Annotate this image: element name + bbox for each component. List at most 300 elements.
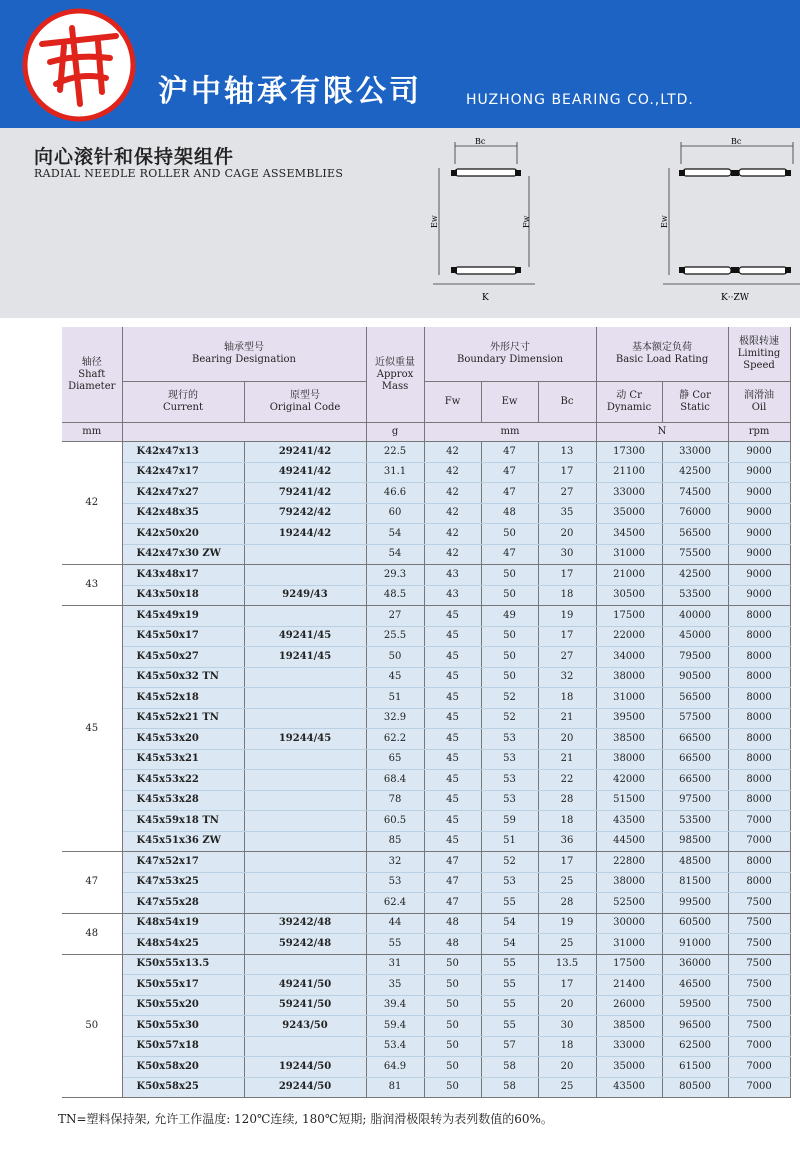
static-load-cell: 91000 [662,934,728,955]
bc-cell: 30 [538,544,596,565]
fw-cell: 45 [424,831,481,852]
col-dynamic-header [596,382,662,423]
fw-cell: 42 [424,483,481,504]
bc-cell: 22 [538,770,596,791]
diagram-kzw-bc-label: Bc [731,137,742,146]
dynamic-load-cell: 34500 [596,524,662,545]
fw-cell: 45 [424,811,481,832]
shaft-header-cn: 轴径 [81,356,102,368]
current-code-cell: K47x53x25 [122,872,244,893]
dynamic-load-cell: 31000 [596,544,662,565]
col-load-header [596,327,728,382]
fw-cell: 50 [424,1036,481,1057]
dynamic-load-cell: 42000 [596,770,662,791]
static-load-cell: 33000 [662,442,728,463]
table-row [62,647,790,668]
static-load-cell: 81500 [662,872,728,893]
unit-dimension: mm [424,423,596,442]
oil-speed-cell: 8000 [728,749,790,770]
bc-cell: 18 [538,1036,596,1057]
bc-cell: 17 [538,462,596,483]
fw-cell: 42 [424,442,481,463]
static-load-cell: 90500 [662,667,728,688]
static-load-cell: 40000 [662,606,728,627]
diagram-kzw-label: K··ZW [721,293,749,303]
table-row [62,1036,790,1057]
dynamic-load-cell: 43500 [596,1077,662,1098]
diagram-k-label: K [482,293,489,303]
static-load-cell: 36000 [662,954,728,975]
ew-cell: 50 [481,524,538,545]
bc-cell: 20 [538,995,596,1016]
dynamic-load-cell: 31000 [596,934,662,955]
dynamic-load-cell: 52500 [596,893,662,914]
current-code-cell: K50x58x20 [122,1057,244,1078]
diagram-k-bc-label: Bc [475,137,486,146]
col-boundary-header [424,327,596,382]
original-code-cell [244,1036,366,1057]
current-code-cell: K47x55x28 [122,893,244,914]
original-code-cell: 79242/42 [244,503,366,524]
oil-speed-cell: 8000 [728,626,790,647]
current-code-cell: K45x50x27 [122,647,244,668]
current-code-cell: K42x47x17 [122,462,244,483]
fw-cell: 50 [424,1057,481,1078]
table-row [62,975,790,996]
fw-cell: 45 [424,770,481,791]
oil-speed-cell: 7000 [728,1057,790,1078]
static-load-cell: 75500 [662,544,728,565]
dynamic-load-cell: 26000 [596,995,662,1016]
dynamic-load-cell: 33000 [596,483,662,504]
table-row [62,749,790,770]
original-code-cell [244,811,366,832]
dynamic-load-cell: 35000 [596,503,662,524]
ew-cell: 50 [481,667,538,688]
mass-cell: 81 [366,1077,424,1098]
ew-cell: 53 [481,872,538,893]
original-code-cell: 39242/48 [244,913,366,934]
original-code-cell [244,954,366,975]
company-logo [20,6,138,124]
dynamic-load-cell: 33000 [596,1036,662,1057]
oil-speed-cell: 9000 [728,483,790,504]
static-load-cell: 60500 [662,913,728,934]
oil-speed-cell: 7500 [728,995,790,1016]
oil-speed-cell: 7000 [728,811,790,832]
fw-cell: 50 [424,975,481,996]
section-title-en: RADIAL NEEDLE ROLLER AND CAGE ASSEMBLIES [34,167,344,180]
dynamic-load-cell: 17500 [596,954,662,975]
static-load-cell: 80500 [662,1077,728,1098]
fw-cell: 50 [424,1077,481,1098]
table-row [62,606,790,627]
ew-cell: 50 [481,647,538,668]
mass-cell: 64.9 [366,1057,424,1078]
table-row [62,626,790,647]
oil-speed-cell: 7500 [728,975,790,996]
table-row [62,708,790,729]
diagram-k-fw-label: Fw [522,215,531,228]
bc-cell: 27 [538,483,596,504]
bc-cell: 13.5 [538,954,596,975]
oil-header-en: Oil [751,402,767,413]
col-bc-header: Bc [538,382,596,423]
current-header-cn: 现行的 [168,390,198,401]
table-row [62,585,790,606]
original-code-cell: 49241/42 [244,462,366,483]
fw-cell: 45 [424,667,481,688]
bc-cell: 20 [538,1057,596,1078]
col-mass-header [366,327,424,423]
fw-cell: 45 [424,790,481,811]
col-ew-header: Ew [481,382,538,423]
current-code-cell: K42x47x27 [122,483,244,504]
current-code-cell: K48x54x19 [122,913,244,934]
ew-cell: 55 [481,995,538,1016]
static-load-cell: 96500 [662,1016,728,1037]
unit-load: N [596,423,728,442]
static-load-cell: 42500 [662,462,728,483]
table-row [62,667,790,688]
original-code-cell [244,831,366,852]
fw-cell: 42 [424,462,481,483]
ew-cell: 54 [481,934,538,955]
boundary-header-cn: 外形尺寸 [490,342,531,353]
dynamic-load-cell: 30500 [596,585,662,606]
speed-header-en: Limiting Speed [737,348,781,371]
mass-cell: 31 [366,954,424,975]
table-row [62,872,790,893]
fw-cell: 45 [424,708,481,729]
ew-cell: 52 [481,708,538,729]
current-code-cell: K45x53x28 [122,790,244,811]
ew-cell: 59 [481,811,538,832]
ew-cell: 50 [481,585,538,606]
dynamic-load-cell: 17500 [596,606,662,627]
ew-cell: 49 [481,606,538,627]
dynamic-load-cell: 21000 [596,565,662,586]
col-fw-header: Fw [424,382,481,423]
mass-cell: 27 [366,606,424,627]
static-load-cell: 46500 [662,975,728,996]
static-load-cell: 98500 [662,831,728,852]
mass-cell: 46.6 [366,483,424,504]
dynamic-load-cell: 35000 [596,1057,662,1078]
current-code-cell: K48x54x25 [122,934,244,955]
dynamic-load-cell: 21400 [596,975,662,996]
original-header-en: Original Code [269,402,341,413]
original-code-cell: 29241/42 [244,442,366,463]
ew-cell: 53 [481,790,538,811]
table-row [62,852,790,873]
bc-cell: 19 [538,913,596,934]
ew-cell: 52 [481,852,538,873]
table-row [62,544,790,565]
unit-mass: g [366,423,424,442]
fw-cell: 43 [424,565,481,586]
mass-cell: 31.1 [366,462,424,483]
oil-speed-cell: 9000 [728,565,790,586]
col-shaft-header [62,327,122,423]
oil-speed-cell: 9000 [728,544,790,565]
dynamic-load-cell: 34000 [596,647,662,668]
shaft-diameter-cell: 47 [62,852,122,914]
mass-cell: 25.5 [366,626,424,647]
mass-cell: 55 [366,934,424,955]
original-code-cell: 59242/48 [244,934,366,955]
ew-cell: 51 [481,831,538,852]
static-load-cell: 61500 [662,1057,728,1078]
ew-cell: 53 [481,729,538,750]
bc-cell: 28 [538,790,596,811]
table-row [62,790,790,811]
dynamic-header-en: Dynamic [606,402,652,413]
table-row [62,811,790,832]
fw-cell: 47 [424,852,481,873]
ew-cell: 47 [481,442,538,463]
static-load-cell: 66500 [662,770,728,791]
ew-cell: 55 [481,893,538,914]
mass-cell: 68.4 [366,770,424,791]
dynamic-load-cell: 39500 [596,708,662,729]
oil-speed-cell: 7500 [728,934,790,955]
current-code-cell: K47x52x17 [122,852,244,873]
current-code-cell: K50x55x20 [122,995,244,1016]
current-code-cell: K45x53x21 [122,749,244,770]
table-row [62,995,790,1016]
bc-cell: 17 [538,852,596,873]
oil-speed-cell: 8000 [728,852,790,873]
mass-cell: 51 [366,688,424,709]
table-row [62,1016,790,1037]
shaft-diameter-cell: 50 [62,954,122,1098]
fw-cell: 48 [424,934,481,955]
mass-cell: 35 [366,975,424,996]
col-original-header [244,382,366,423]
original-code-cell: 49241/45 [244,626,366,647]
dynamic-load-cell: 43500 [596,811,662,832]
bc-cell: 36 [538,831,596,852]
unit-speed: rpm [728,423,790,442]
table-row [62,913,790,934]
fw-cell: 50 [424,995,481,1016]
bc-cell: 17 [538,626,596,647]
original-code-cell [244,872,366,893]
fw-cell: 45 [424,749,481,770]
original-code-cell: 29244/50 [244,1077,366,1098]
current-header-en: Current [162,402,204,413]
static-load-cell: 53500 [662,811,728,832]
oil-speed-cell: 7500 [728,1016,790,1037]
table-row [62,565,790,586]
fw-cell: 43 [424,585,481,606]
fw-cell: 47 [424,893,481,914]
oil-speed-cell: 7500 [728,893,790,914]
current-code-cell: K50x55x30 [122,1016,244,1037]
bc-cell: 17 [538,975,596,996]
current-code-cell: K43x48x17 [122,565,244,586]
shaft-diameter-cell: 43 [62,565,122,606]
oil-speed-cell: 7500 [728,913,790,934]
original-code-cell [244,544,366,565]
speed-header-cn: 极限转速 [739,336,780,347]
ew-cell: 47 [481,483,538,504]
mass-cell: 85 [366,831,424,852]
dynamic-load-cell: 31000 [596,688,662,709]
oil-speed-cell: 7000 [728,831,790,852]
current-code-cell: K45x52x18 [122,688,244,709]
ew-cell: 47 [481,462,538,483]
original-code-cell [244,606,366,627]
oil-speed-cell: 8000 [728,708,790,729]
mass-cell: 48.5 [366,585,424,606]
static-load-cell: 56500 [662,524,728,545]
original-code-cell: 9249/43 [244,585,366,606]
ew-cell: 48 [481,503,538,524]
mass-cell: 78 [366,790,424,811]
col-speed-header [728,327,790,382]
current-code-cell: K45x53x20 [122,729,244,750]
ew-cell: 58 [481,1057,538,1078]
ew-cell: 57 [481,1036,538,1057]
dynamic-load-cell: 38500 [596,1016,662,1037]
dynamic-load-cell: 38000 [596,749,662,770]
ew-cell: 55 [481,1016,538,1037]
designation-header-cn: 轴承型号 [224,342,264,353]
mass-cell: 53.4 [366,1036,424,1057]
shaft-diameter-cell: 42 [62,442,122,565]
current-code-cell: K45x49x19 [122,606,244,627]
fw-cell: 42 [424,524,481,545]
fw-cell: 45 [424,606,481,627]
table-row [62,1057,790,1078]
static-load-cell: 56500 [662,688,728,709]
original-code-cell: 19241/45 [244,647,366,668]
dynamic-load-cell: 17300 [596,442,662,463]
bc-cell: 28 [538,893,596,914]
original-code-cell [244,708,366,729]
mass-cell: 65 [366,749,424,770]
mass-cell: 62.4 [366,893,424,914]
bc-cell: 20 [538,729,596,750]
fw-cell: 50 [424,954,481,975]
current-code-cell: K50x58x25 [122,1077,244,1098]
oil-speed-cell: 7000 [728,1036,790,1057]
current-code-cell: K45x59x18 TN [122,811,244,832]
fw-cell: 50 [424,1016,481,1037]
current-code-cell: K42x47x30 ZW [122,544,244,565]
original-code-cell [244,749,366,770]
original-code-cell: 79241/42 [244,483,366,504]
table-row [62,893,790,914]
table-row [62,483,790,504]
ew-cell: 55 [481,975,538,996]
dynamic-load-cell: 44500 [596,831,662,852]
static-load-cell: 66500 [662,729,728,750]
ew-cell: 50 [481,626,538,647]
current-code-cell: K42x47x13 [122,442,244,463]
oil-speed-cell: 9000 [728,462,790,483]
fw-cell: 45 [424,688,481,709]
original-code-cell: 59241/50 [244,995,366,1016]
oil-speed-cell: 8000 [728,872,790,893]
ew-cell: 54 [481,913,538,934]
mass-cell: 60.5 [366,811,424,832]
ew-cell: 53 [481,749,538,770]
diagram-kzw [655,134,800,309]
oil-speed-cell: 9000 [728,524,790,545]
bc-cell: 21 [538,708,596,729]
dynamic-load-cell: 51500 [596,790,662,811]
dynamic-load-cell: 38500 [596,729,662,750]
current-code-cell: K45x52x21 TN [122,708,244,729]
ew-cell: 50 [481,565,538,586]
fw-cell: 45 [424,626,481,647]
dynamic-header-cn: 动 Cr [616,390,642,401]
original-code-cell [244,667,366,688]
unit-shaft: mm [62,423,122,442]
bc-cell: 13 [538,442,596,463]
brand-header [0,0,800,128]
diagram-kzw-ew-label: Ew [660,215,669,228]
static-load-cell: 53500 [662,585,728,606]
bc-cell: 35 [538,503,596,524]
mass-cell: 60 [366,503,424,524]
bc-cell: 32 [538,667,596,688]
current-code-cell: K50x55x17 [122,975,244,996]
table-row [62,770,790,791]
static-header-en: Static [680,402,710,413]
current-code-cell: K45x50x17 [122,626,244,647]
table-row [62,934,790,955]
mass-cell: 50 [366,647,424,668]
dynamic-load-cell: 30000 [596,913,662,934]
current-code-cell: K42x50x20 [122,524,244,545]
bc-cell: 18 [538,688,596,709]
fw-cell: 45 [424,729,481,750]
load-header-cn: 基本额定负荷 [632,342,693,353]
fw-cell: 48 [424,913,481,934]
oil-speed-cell: 8000 [728,790,790,811]
static-header-cn: 静 Cor [679,390,711,401]
oil-speed-cell: 8000 [728,647,790,668]
static-load-cell: 48500 [662,852,728,873]
current-code-cell: K50x55x13.5 [122,954,244,975]
original-code-cell: 19244/45 [244,729,366,750]
current-code-cell: K43x50x18 [122,585,244,606]
dynamic-load-cell: 22000 [596,626,662,647]
static-load-cell: 66500 [662,749,728,770]
dynamic-load-cell: 38000 [596,872,662,893]
oil-speed-cell: 9000 [728,503,790,524]
table-row [62,831,790,852]
ew-cell: 47 [481,544,538,565]
current-code-cell: K45x50x32 TN [122,667,244,688]
ew-cell: 53 [481,770,538,791]
diagram-k-ew-label: Ew [430,215,439,228]
bc-cell: 19 [538,606,596,627]
bc-cell: 20 [538,524,596,545]
mass-cell: 32.9 [366,708,424,729]
bc-cell: 30 [538,1016,596,1037]
company-name-en: HUZHONG BEARING CO.,LTD. [466,92,694,108]
boundary-header-en: Boundary Dimension [456,354,564,365]
static-load-cell: 59500 [662,995,728,1016]
diagram-k [425,134,555,309]
table-row [62,503,790,524]
original-code-cell [244,893,366,914]
